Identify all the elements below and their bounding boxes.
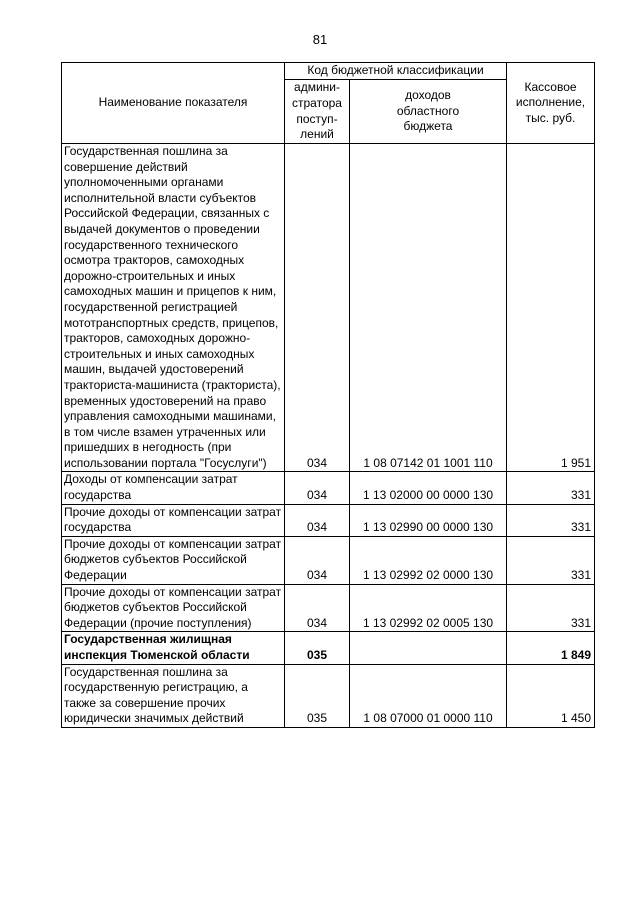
header-execution: Кассовое исполнение, тыс. руб. (507, 63, 595, 144)
revenue-table (61, 62, 595, 728)
table-row (62, 584, 595, 632)
row-admin-code: 035 (285, 664, 350, 727)
table-row-section (62, 632, 595, 664)
row-admin-code: 035 (285, 632, 350, 664)
row-amount: 331 (507, 584, 595, 632)
row-name: Доходы от компенсации затрат государства (62, 472, 285, 504)
row-admin-code: 034 (285, 472, 350, 504)
row-name: Прочие доходы от компенсации затрат государства (62, 504, 285, 536)
table-row (62, 664, 595, 727)
row-income-code: 1 13 02990 00 0000 130 (350, 504, 507, 536)
row-income-code: 1 13 02000 00 0000 130 (350, 472, 507, 504)
row-name: Государственная пошлина за государственную регистрацию, а также за совершение прочих юридически значимых действий (62, 664, 285, 727)
row-amount: 1 951 (507, 144, 595, 472)
header-classification: Код бюджетной классификации (285, 63, 507, 80)
row-admin-code: 034 (285, 144, 350, 472)
page-number: 81 (312, 32, 328, 47)
row-income-code: 1 13 02992 02 0000 130 (350, 536, 507, 584)
row-income-code: 1 08 07000 01 0000 110 (350, 664, 507, 727)
table-row (62, 144, 595, 472)
row-name: Государственная пошлина за совершение действий уполномоченными органами исполнительной власти субъектов Российской Федерации, связанных с выдачей документов о проведении государственного технического осмотра тракторов, самоходных дорожно-строительных и иных самоходных машин и прицепов к ним, государственной регистрацией мототранспортных средств, прицепов, тракторов, самоходных дорожно-строительных и иных самоходных машин, выдачей удостоверений тракториста-машиниста (тракториста), временных удостоверений на право управления самоходными машинами, в том числе взамен утраченных или пришедших в негодность (при использовании портала "Госуслуги") (62, 144, 285, 472)
row-admin-code: 034 (285, 504, 350, 536)
row-income-code: 1 13 02992 02 0005 130 (350, 584, 507, 632)
table-row (62, 504, 595, 536)
header-name: Наименование показателя (62, 63, 285, 144)
table-row (62, 472, 595, 504)
header-admin: админи- стратора поступ- лений (285, 80, 350, 144)
row-amount: 331 (507, 472, 595, 504)
row-income-code (350, 632, 507, 664)
row-amount: 1 450 (507, 664, 595, 727)
row-income-code: 1 08 07142 01 1001 110 (350, 144, 507, 472)
row-name: Государственная жилищная инспекция Тюменской области (62, 632, 285, 664)
row-amount: 1 849 (507, 632, 595, 664)
row-admin-code: 034 (285, 536, 350, 584)
row-amount: 331 (507, 504, 595, 536)
row-name: Прочие доходы от компенсации затрат бюджетов субъектов Российской Федерации (62, 536, 285, 584)
row-amount: 331 (507, 536, 595, 584)
header-income: доходов областного бюджета (350, 80, 507, 144)
row-name: Прочие доходы от компенсации затрат бюджетов субъектов Российской Федерации (прочие поступления) (62, 584, 285, 632)
table-row (62, 536, 595, 584)
row-admin-code: 034 (285, 584, 350, 632)
